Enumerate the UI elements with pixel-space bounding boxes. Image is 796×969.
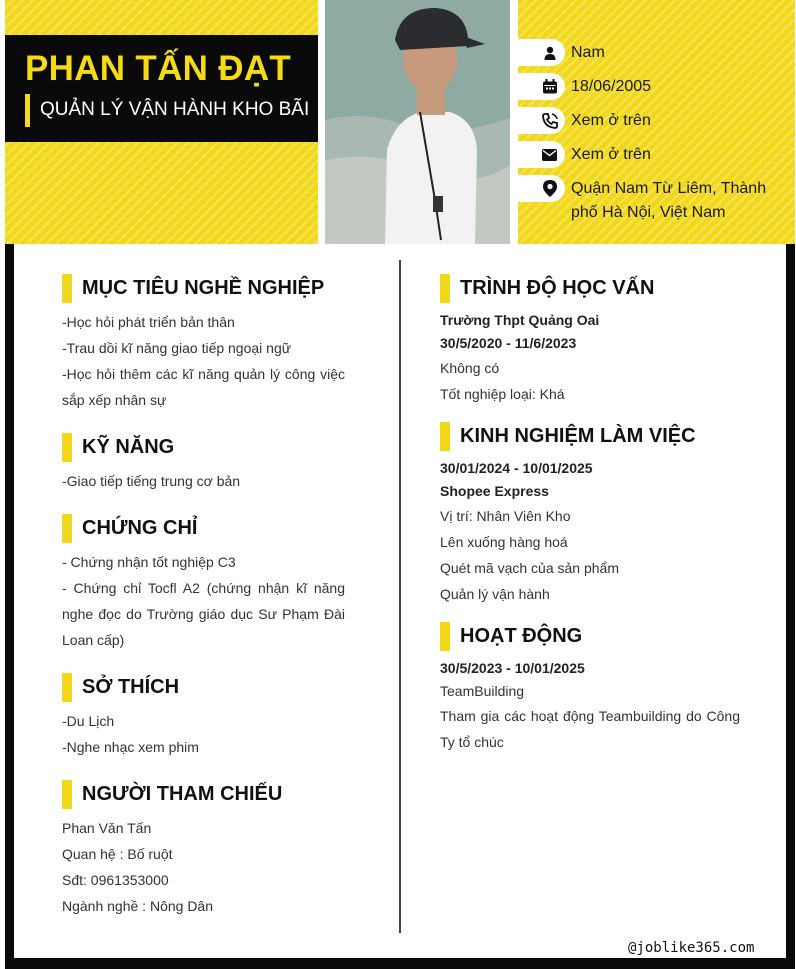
objective-line: -Trau dồi kĩ năng giao tiếp ngoại ngữ bbox=[62, 340, 292, 356]
info-text: Quận Nam Từ Liêm, Thành phố Hà Nội, Việt Nam bbox=[571, 180, 767, 221]
job-title: QUẢN LÝ VẬN HÀNH KHO BÃI bbox=[40, 99, 310, 120]
profile-photo bbox=[325, 0, 510, 244]
section-certificates-heading: CHỨNG CHỈ bbox=[62, 514, 197, 543]
person-icon bbox=[543, 46, 557, 60]
education-line: Tốt nghiệp loại: Khá bbox=[440, 386, 565, 402]
experience-line: Vị trí: Nhân Viên Kho bbox=[440, 508, 571, 524]
activities-line: Tham gia các hoạt động Teambuilding do Công Ty tổ chúc bbox=[440, 708, 740, 750]
objective-line: -Học hỏi phát triển bản thân bbox=[62, 314, 235, 330]
experience-period: 30/01/2024 - 10/01/2025 bbox=[440, 460, 593, 476]
section-hobbies-heading: SỞ THÍCH bbox=[62, 673, 179, 702]
skills-line: -Giao tiếp tiếng trung cơ bản bbox=[62, 473, 241, 489]
location-pin-icon bbox=[543, 180, 557, 197]
experience-company: Shopee Express bbox=[440, 483, 549, 499]
hobby-line: -Nghe nhạc xem phim bbox=[62, 739, 199, 755]
info-text: Xem ở trên bbox=[571, 146, 651, 163]
education-line: Không có bbox=[440, 360, 500, 376]
envelope-icon bbox=[542, 149, 557, 161]
info-pill bbox=[518, 73, 565, 100]
info-pill bbox=[518, 175, 565, 202]
name-box bbox=[5, 35, 318, 142]
reference-line: Ngành nghề : Nông Dân bbox=[62, 898, 213, 914]
experience-line: Lên xuống hàng hoá bbox=[440, 534, 568, 550]
experience-line: Quản lý vận hành bbox=[440, 586, 550, 602]
info-pill bbox=[518, 141, 565, 168]
section-skills-heading: KỸ NĂNG bbox=[62, 433, 174, 462]
section-activities-heading: HOẠT ĐỘNG bbox=[440, 622, 582, 651]
certificate-line: - Chứng nhận tốt nghiệp C3 bbox=[62, 554, 236, 570]
info-text: 18/06/2005 bbox=[571, 78, 652, 95]
certificate-line: - Chứng chỉ Tocfl A2 (chứng nhận kĩ năng nghe đọc do Trường giáo dục Sư Phạm Đài Loan cấp) bbox=[62, 580, 345, 648]
reference-line: Quan hệ : Bố ruột bbox=[62, 846, 173, 862]
section-objective-heading: MỤC TIÊU NGHỀ NGHIỆP bbox=[62, 274, 324, 303]
experience-line: Quét mã vạch của sản phẩm bbox=[440, 560, 619, 576]
section-experience-heading: KINH NGHIỆM LÀM VIỆC bbox=[440, 422, 696, 451]
activities-line: TeamBuilding bbox=[440, 683, 525, 699]
candidate-name: PHAN TẤN ĐẠT bbox=[25, 49, 292, 88]
section-education-heading: TRÌNH ĐỘ HỌC VẤN bbox=[440, 274, 654, 303]
column-divider bbox=[399, 260, 401, 933]
frame-left bbox=[5, 244, 14, 969]
objective-line: -Học hỏi thêm các kĩ năng quản lý công việc sắp xếp nhân sự bbox=[62, 366, 345, 408]
info-pill bbox=[518, 39, 565, 66]
reference-line: Phan Văn Tấn bbox=[62, 820, 152, 836]
frame-right bbox=[786, 244, 795, 969]
activities-period: 30/5/2023 - 10/01/2025 bbox=[440, 660, 585, 676]
info-pill bbox=[518, 107, 565, 134]
info-text: Nam bbox=[571, 44, 605, 61]
education-period: 30/5/2020 - 11/6/2023 bbox=[440, 335, 577, 351]
reference-line: Sđt: 0961353000 bbox=[62, 872, 169, 888]
education-school: Trường Thpt Quảng Oai bbox=[440, 312, 600, 328]
title-accent-bar bbox=[25, 94, 30, 127]
phone-icon bbox=[542, 113, 558, 129]
info-text: Xem ở trên bbox=[571, 112, 651, 129]
section-references-heading: NGƯỜI THAM CHIẾU bbox=[62, 780, 282, 809]
watermark: @joblike365.com bbox=[628, 940, 755, 956]
hobby-line: -Du Lịch bbox=[62, 713, 115, 729]
frame-bottom bbox=[5, 958, 795, 969]
calendar-icon bbox=[542, 79, 558, 94]
